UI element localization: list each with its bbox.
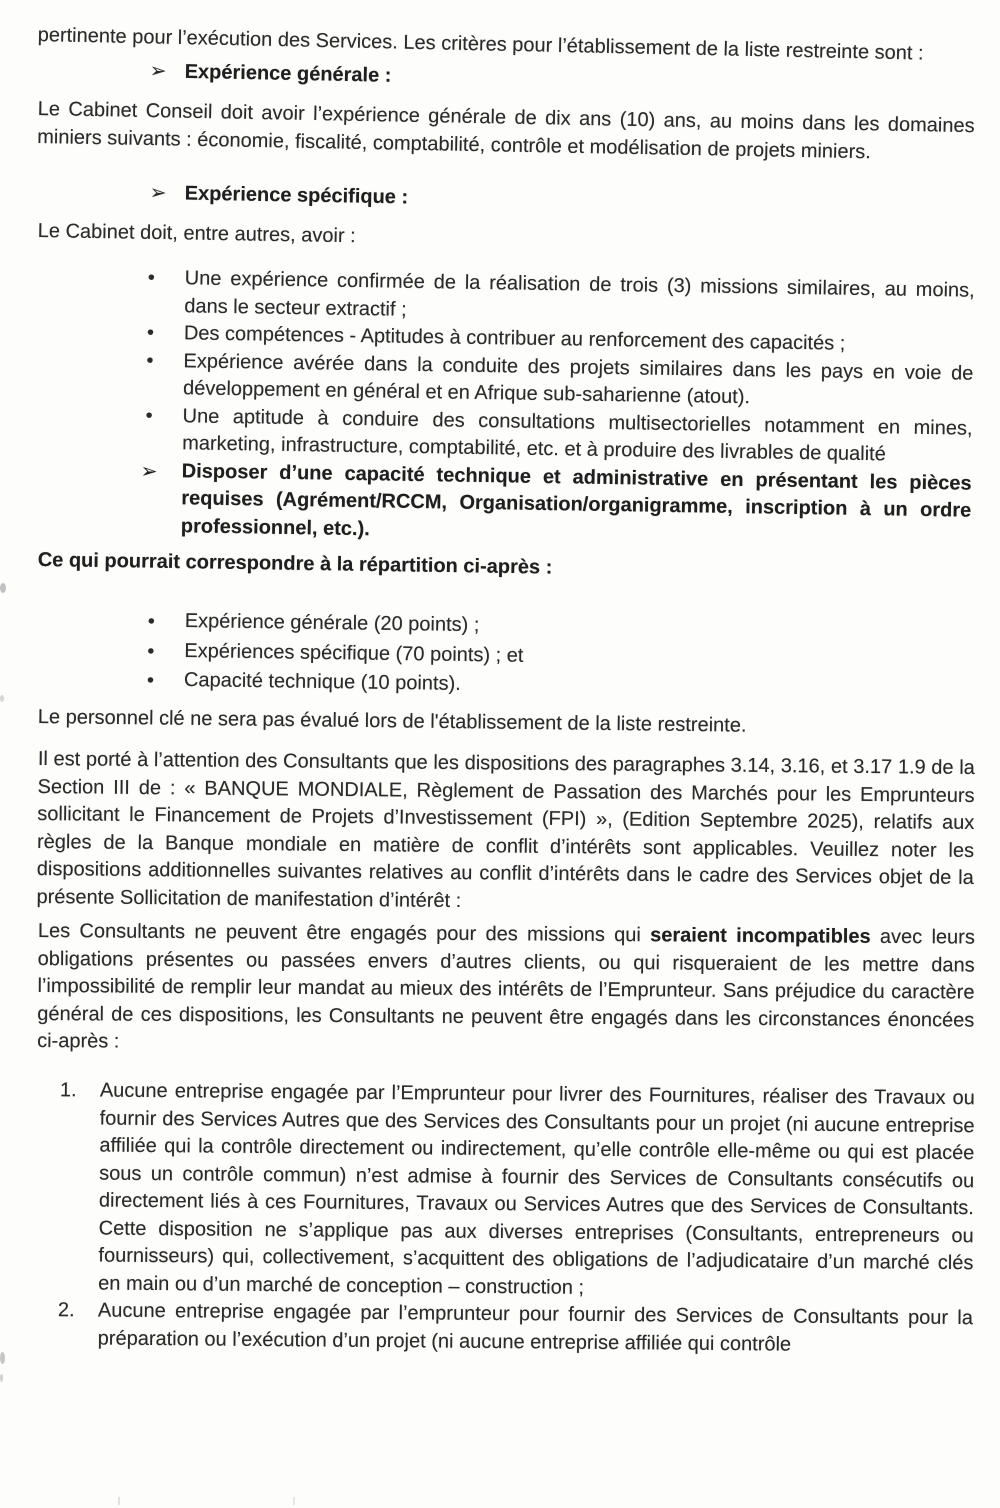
bullet-icon: • (147, 639, 155, 662)
scan-speck (0, 1374, 3, 1382)
numbered-list (36, 1077, 975, 1360)
paragraph-experience-generale: Le Cabinet Conseil doit avoir l’expérience générale de dix ans (10) ans, au moins dans les domaines miniers suivants : économie, fiscalité, comptabilité, contrôle et modélisation de projets miniers. (37, 97, 975, 163)
list-item-capacite-technique (34, 455, 972, 552)
heading-text: Expérience générale : (184, 60, 392, 87)
requirements-bullet-list (34, 263, 975, 553)
paragraph-personnel-cle: Le personnel clé ne sera pas évalué lors de l'établissement de la liste restreinte. (37, 705, 747, 737)
list-item-text: Une aptitude à conduire des consultations multisectorielles notamment en mines, marketing, infrastructure, comptabilité, etc. et à produire des livrables de qualité (182, 404, 973, 466)
list-item-text: Capacité technique (10 points). (183, 668, 461, 695)
numbered-item (36, 1077, 975, 1305)
numbered-item (36, 1297, 973, 1360)
bullet-icon: • (147, 610, 155, 633)
document-content (36, 22, 975, 1356)
list-item-text: Expériences spécifique (70 points) ; et (184, 639, 524, 666)
paragraph-cabinet-doit-avoir: Le Cabinet doit, entre autres, avoir : (37, 219, 356, 247)
arrow-bullet-icon: ➢ (140, 458, 158, 483)
paragraph-intro: pertinente pour l’exécution des Services. Les critères pour l’établissement de la liste restreinte sont : (37, 23, 924, 65)
paragraph-segment: Les Consultants ne peuvent être engagés pour des missions qui (37, 919, 651, 946)
bullet-icon: • (146, 349, 154, 372)
bullet-icon: • (146, 669, 155, 692)
scan-speck (0, 583, 6, 593)
bullet-icon: • (146, 321, 155, 344)
points-bullet-list (37, 605, 975, 707)
list-item-text: Des compétences - Aptitudes à contribuer au renforcement des capacités ; (183, 322, 846, 355)
heading-text: Expérience spécifique : (184, 182, 409, 209)
numbered-item-text: Aucune entreprise engagée par l’emprunteur pour fournir des Services de Consultants pour la préparation ou l’exécution d’un projet (ni aucune entreprise affiliée qui contrôle (97, 1299, 974, 1356)
item-number: 1. (59, 1079, 77, 1102)
paragraph-segment-bold: seraient incompatibles (650, 923, 871, 948)
list-item-text: Disposer d’une capacité technique et administrative en présentant les pièces requises (Agrément/RCCM, Organisation/organigramme, inscription à un ordre professionnel, etc.). (180, 459, 972, 540)
list-item-text: Une expérience confirmée de la réalisation de trois (3) missions similaires, au moins, dans le secteur extractif ; (184, 267, 975, 321)
paragraph-segment: avec leurs obligations présentes ou passées envers d’autres clients, ou qui risqueraient de les mettre dans l’impossibilité de remplir leur mandat au mieux des intérêts de l’Emprunteur. Sans préjudice du caractère général de ces dispositions, les Consultants ne peuvent être engagés dans les circonstances énoncées ci-après : (37, 925, 975, 1053)
list-item-text: Expérience générale (20 points) ; (184, 609, 480, 636)
heading-repartition: Ce qui pourrait correspondre à la répartition ci-après : (37, 548, 553, 579)
item-number: 2. (57, 1299, 75, 1322)
bullet-icon: • (145, 404, 153, 427)
scan-speck (293, 1497, 295, 1505)
list-item-text: Expérience avérée dans la conduite des projets similaires dans les pays en voie de développement en général et en Afrique sub-saharienne (atout). (182, 349, 974, 409)
scan-speck (118, 1497, 120, 1505)
scan-speck (0, 695, 4, 702)
arrow-bullet-icon: ➢ (149, 57, 167, 82)
paragraph-banque-mondiale: Il est porté à l’attention des Consultants que les dispositions des paragraphes 3.14, 3.16, et 3.17 1.9 de la Section III de : « BANQUE MONDIALE, Règlement de Passation des Marchés pour les Emprunteurs sollicitant le Financement de Projets d’Investissement (FPI) », (Edition Septembre 2025), relatifs aux règles de la Banque mondiale en matière de conflit d’intérêts sont applicables. Veuillez noter les dispositions additionnelles suivantes relatives au conflit d’intérêts dans le cadre des Services objet de la présente Sollicitation de manifestation d’intérêt : (36, 747, 975, 912)
scan-speck (0, 1352, 5, 1364)
paragraph-conflit-interets (37, 918, 975, 1062)
bullet-icon: • (147, 266, 155, 289)
arrow-bullet-icon: ➢ (149, 179, 167, 205)
heading-experience-specifique (38, 177, 975, 222)
numbered-item-text: Aucune entreprise engagée par l’Emprunteur pour livrer des Fournitures, réaliser des Travaux ou fournir des Services Autres que des Services des Consultants pour un projet (ni aucune entreprise affiliée qui la contrôle directement ou indirectement, qu’elle contrôle elle-même ou qui est placée sous un contrôle commun) n’est admise à fournir des Services de Consultants consécutifs ou directement liés à ces Fournitures, Travaux ou Services Autres que des Services de Consultants. Cette disposition ne s’applique pas aux diverses entreprises (Consultants, entrepreneurs ou fournisseurs) qui, collectivement, s’acquittent des obligations de l’adjudicataire d’un marché clés en main ou d’un marché de conception – construction ; (98, 1079, 975, 1299)
